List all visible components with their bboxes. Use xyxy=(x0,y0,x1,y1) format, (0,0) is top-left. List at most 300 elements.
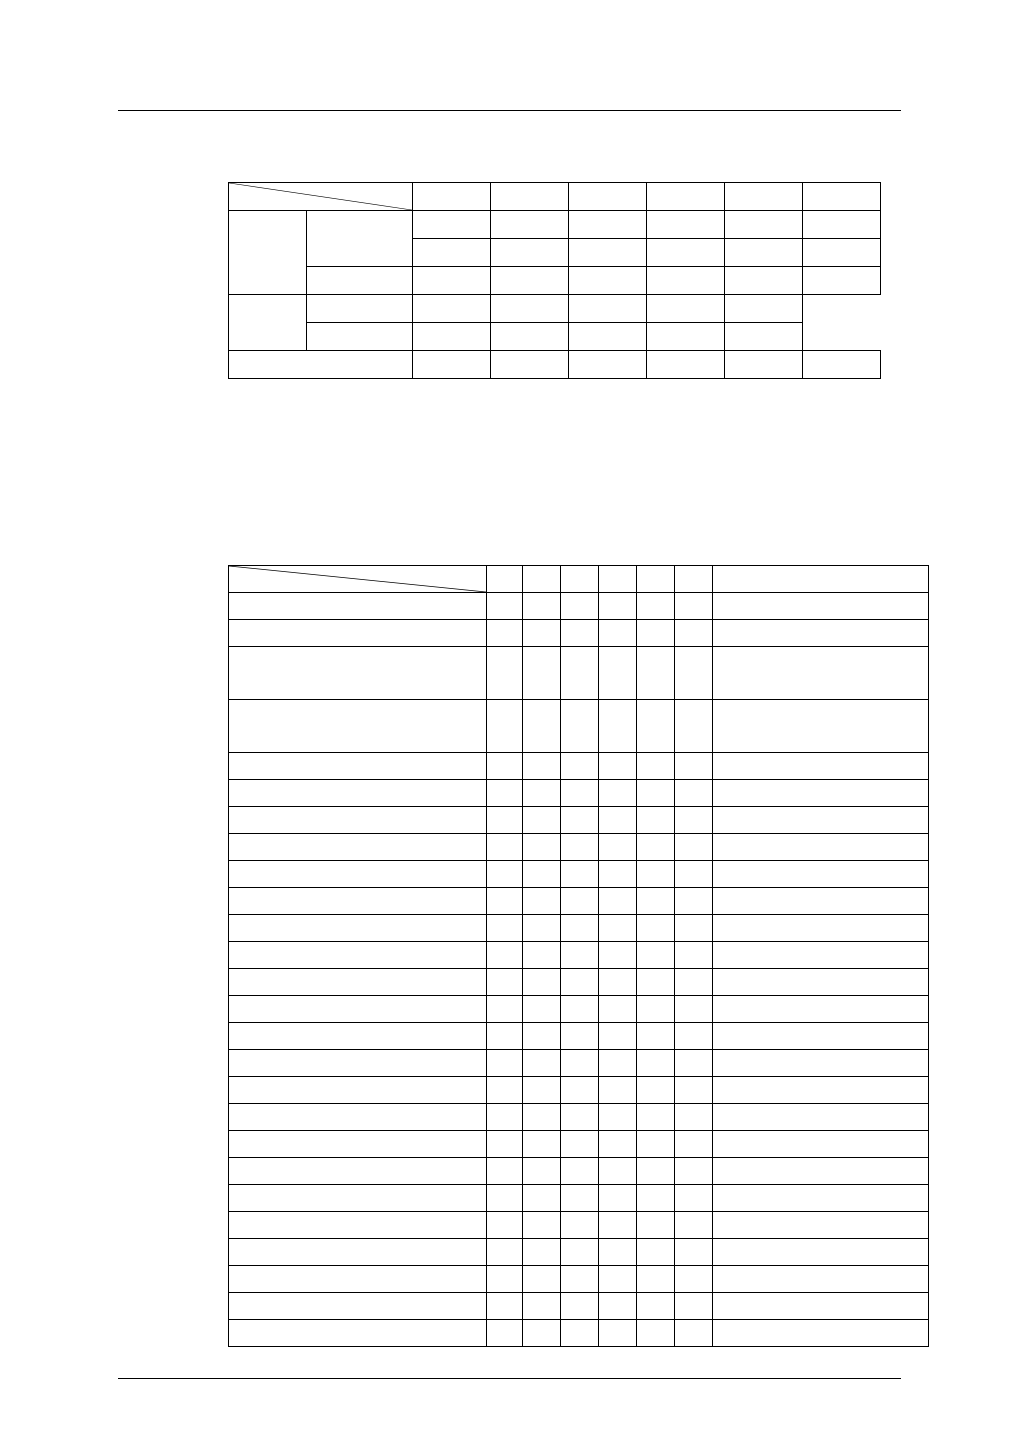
row-note xyxy=(713,1212,929,1239)
table-row xyxy=(229,780,929,807)
table-cell xyxy=(523,1266,561,1293)
table-cell xyxy=(561,1077,599,1104)
row-label xyxy=(229,807,487,834)
row-label xyxy=(229,700,487,753)
table-cell xyxy=(487,780,523,807)
table-cell xyxy=(561,1212,599,1239)
table-cell xyxy=(599,1131,637,1158)
table-row xyxy=(229,1131,929,1158)
header-corner-cell xyxy=(229,566,487,593)
table-row xyxy=(229,566,929,593)
row-label xyxy=(229,942,487,969)
table-row xyxy=(229,834,929,861)
table-cell xyxy=(487,647,523,700)
table-cell xyxy=(637,1239,675,1266)
table-row xyxy=(229,1266,929,1293)
table-cell xyxy=(523,969,561,996)
table-row xyxy=(229,807,929,834)
table-cell xyxy=(675,1320,713,1347)
table-row xyxy=(229,1320,929,1347)
table-cell xyxy=(637,888,675,915)
table-cell xyxy=(487,1077,523,1104)
row-note xyxy=(713,888,929,915)
table-row xyxy=(229,267,881,295)
table-cell xyxy=(561,700,599,753)
table-cell xyxy=(675,593,713,620)
table-cell xyxy=(599,996,637,1023)
table-cell xyxy=(637,1293,675,1320)
header-corner-cell xyxy=(229,183,413,211)
table-cell xyxy=(413,239,491,267)
table-cell xyxy=(561,753,599,780)
table-cell xyxy=(647,295,725,323)
table-cell xyxy=(569,323,647,351)
table-cell xyxy=(491,183,569,211)
table-cell xyxy=(599,566,637,593)
table-cell xyxy=(637,1050,675,1077)
table-cell xyxy=(487,1104,523,1131)
row-label xyxy=(229,1185,487,1212)
table-cell xyxy=(803,351,881,379)
row-group-label xyxy=(229,295,307,351)
table-cell xyxy=(637,700,675,753)
table-cell xyxy=(523,807,561,834)
table-cell xyxy=(523,1239,561,1266)
table-cell xyxy=(647,239,725,267)
table-cell xyxy=(637,593,675,620)
row-label xyxy=(229,834,487,861)
table-cell xyxy=(561,1131,599,1158)
row-label xyxy=(229,1293,487,1320)
table-cell xyxy=(675,834,713,861)
footer-rule xyxy=(118,1378,901,1379)
table-cell xyxy=(561,1293,599,1320)
table-cell xyxy=(599,620,637,647)
row-label xyxy=(229,915,487,942)
table-cell xyxy=(413,183,491,211)
table-cell xyxy=(725,267,803,295)
table-cell xyxy=(675,1023,713,1050)
table-row xyxy=(229,942,929,969)
row-note xyxy=(713,1104,929,1131)
table-cell xyxy=(561,620,599,647)
table-cell xyxy=(487,1050,523,1077)
table-cell xyxy=(487,915,523,942)
table-cell xyxy=(413,267,491,295)
table-row xyxy=(229,323,881,351)
table-cell xyxy=(599,1104,637,1131)
table-row xyxy=(229,753,929,780)
table-cell xyxy=(561,1023,599,1050)
table-cell xyxy=(487,1131,523,1158)
table-cell xyxy=(491,351,569,379)
table-cell xyxy=(561,915,599,942)
table-cell xyxy=(523,861,561,888)
table-cell xyxy=(523,996,561,1023)
table-cell xyxy=(523,942,561,969)
table-row xyxy=(229,861,929,888)
table-row xyxy=(229,1104,929,1131)
table-cell xyxy=(599,647,637,700)
table-cell xyxy=(487,942,523,969)
table-cell xyxy=(487,566,523,593)
table-row xyxy=(229,1212,929,1239)
row-label xyxy=(229,969,487,996)
table-row xyxy=(229,647,929,700)
table-cell xyxy=(675,861,713,888)
table-cell xyxy=(599,969,637,996)
table-cell xyxy=(569,239,647,267)
table-cell xyxy=(599,1185,637,1212)
table-cell xyxy=(569,183,647,211)
table-cell xyxy=(675,1104,713,1131)
table-cell xyxy=(675,969,713,996)
table-cell xyxy=(599,807,637,834)
table-cell xyxy=(561,1266,599,1293)
table-cell xyxy=(675,888,713,915)
table-row xyxy=(229,183,881,211)
table-cell xyxy=(523,834,561,861)
table-cell xyxy=(599,593,637,620)
table-cell xyxy=(523,1320,561,1347)
table-cell xyxy=(675,996,713,1023)
table-cell xyxy=(637,1185,675,1212)
table-row xyxy=(229,888,929,915)
table-row xyxy=(229,700,929,753)
row-note xyxy=(713,647,929,700)
table-cell xyxy=(523,566,561,593)
table-cell xyxy=(599,753,637,780)
lower-specification-table xyxy=(228,565,929,1347)
table-cell xyxy=(487,807,523,834)
table-cell xyxy=(523,753,561,780)
row-note xyxy=(713,1131,929,1158)
table-cell xyxy=(487,1239,523,1266)
row-note xyxy=(713,1266,929,1293)
table-cell xyxy=(675,620,713,647)
table-cell xyxy=(413,351,491,379)
table-row xyxy=(229,1185,929,1212)
row-note xyxy=(713,700,929,753)
row-label xyxy=(229,593,487,620)
table-cell xyxy=(561,780,599,807)
table-cell xyxy=(675,700,713,753)
table-cell xyxy=(637,1320,675,1347)
table-cell xyxy=(637,647,675,700)
table-cell xyxy=(675,647,713,700)
table-cell xyxy=(599,915,637,942)
row-note xyxy=(713,861,929,888)
row-note xyxy=(713,834,929,861)
table-cell xyxy=(637,566,675,593)
table-row xyxy=(229,351,881,379)
table-row xyxy=(229,1077,929,1104)
table-cell xyxy=(725,183,803,211)
table-row xyxy=(229,593,929,620)
table-cell xyxy=(803,211,881,239)
row-sub-label xyxy=(307,211,413,267)
table-cell xyxy=(599,780,637,807)
table-cell xyxy=(713,566,929,593)
table-cell xyxy=(637,620,675,647)
table-cell xyxy=(561,647,599,700)
table-cell xyxy=(675,807,713,834)
table-cell xyxy=(637,915,675,942)
table-cell xyxy=(599,1266,637,1293)
row-sub-label xyxy=(307,323,413,351)
row-label xyxy=(229,647,487,700)
table-cell xyxy=(599,861,637,888)
row-label xyxy=(229,1212,487,1239)
table-cell xyxy=(637,996,675,1023)
table-cell xyxy=(561,834,599,861)
row-note xyxy=(713,1293,929,1320)
table-cell xyxy=(675,1050,713,1077)
table-cell xyxy=(647,323,725,351)
table-cell xyxy=(487,834,523,861)
row-label xyxy=(229,996,487,1023)
upper-specification-table xyxy=(228,182,881,379)
table-cell xyxy=(413,211,491,239)
table-cell xyxy=(725,239,803,267)
table-cell xyxy=(487,620,523,647)
table-cell xyxy=(599,1050,637,1077)
table-cell xyxy=(637,1158,675,1185)
table-cell xyxy=(637,780,675,807)
table-cell xyxy=(803,239,881,267)
row-note xyxy=(713,915,929,942)
table-cell xyxy=(413,295,491,323)
table-cell xyxy=(599,888,637,915)
table-cell xyxy=(491,239,569,267)
table-row xyxy=(229,915,929,942)
table-cell xyxy=(561,1239,599,1266)
row-note xyxy=(713,1185,929,1212)
table-cell xyxy=(637,942,675,969)
table-row xyxy=(229,620,929,647)
table-cell xyxy=(675,753,713,780)
table-cell xyxy=(487,1266,523,1293)
table-cell xyxy=(675,1158,713,1185)
table-cell xyxy=(487,700,523,753)
table-cell xyxy=(675,1293,713,1320)
table-cell xyxy=(487,753,523,780)
table-cell xyxy=(675,566,713,593)
row-note xyxy=(713,1158,929,1185)
table-cell xyxy=(637,807,675,834)
table-cell xyxy=(637,834,675,861)
table-cell xyxy=(599,1239,637,1266)
table-cell xyxy=(561,861,599,888)
row-label xyxy=(229,620,487,647)
table-cell xyxy=(637,1266,675,1293)
table-cell xyxy=(675,1239,713,1266)
table-cell xyxy=(523,1185,561,1212)
diagonal-divider-icon xyxy=(229,183,412,210)
table-cell xyxy=(637,969,675,996)
table-cell xyxy=(523,1212,561,1239)
table-row xyxy=(229,211,881,239)
row-group-label xyxy=(229,351,413,379)
table-cell xyxy=(725,211,803,239)
row-label xyxy=(229,753,487,780)
row-label xyxy=(229,1104,487,1131)
table-cell xyxy=(523,620,561,647)
row-label xyxy=(229,888,487,915)
table-cell xyxy=(523,647,561,700)
row-label xyxy=(229,1266,487,1293)
table-cell xyxy=(523,700,561,753)
table-cell xyxy=(561,593,599,620)
table-cell xyxy=(675,915,713,942)
table-cell xyxy=(675,1212,713,1239)
header-rule xyxy=(118,110,901,111)
table-cell xyxy=(675,1185,713,1212)
table-cell xyxy=(637,1212,675,1239)
table-cell xyxy=(487,1185,523,1212)
row-label xyxy=(229,1131,487,1158)
table-cell xyxy=(561,888,599,915)
row-sub-label xyxy=(307,295,413,323)
table-cell xyxy=(487,888,523,915)
row-label xyxy=(229,1320,487,1347)
table-cell xyxy=(523,593,561,620)
table-cell xyxy=(523,915,561,942)
table-cell xyxy=(487,1023,523,1050)
table-cell xyxy=(491,295,569,323)
row-note xyxy=(713,1320,929,1347)
table-cell xyxy=(561,996,599,1023)
table-cell xyxy=(487,1158,523,1185)
table-cell xyxy=(599,1023,637,1050)
table-cell xyxy=(637,1023,675,1050)
row-note xyxy=(713,942,929,969)
table-cell xyxy=(561,1185,599,1212)
table-cell xyxy=(413,323,491,351)
table-cell xyxy=(647,183,725,211)
table-cell xyxy=(675,1131,713,1158)
table-cell xyxy=(599,1320,637,1347)
table-row xyxy=(229,996,929,1023)
table-cell xyxy=(647,351,725,379)
row-note xyxy=(713,593,929,620)
table-cell xyxy=(647,211,725,239)
row-sub-label xyxy=(307,267,413,295)
table-cell xyxy=(487,593,523,620)
row-note xyxy=(713,1023,929,1050)
table-cell xyxy=(561,1158,599,1185)
table-cell xyxy=(569,295,647,323)
table-cell xyxy=(523,1104,561,1131)
row-note xyxy=(713,996,929,1023)
table-cell xyxy=(523,1077,561,1104)
row-note xyxy=(713,753,929,780)
table-cell xyxy=(637,1131,675,1158)
row-label xyxy=(229,1239,487,1266)
row-label xyxy=(229,1023,487,1050)
table-row xyxy=(229,969,929,996)
table-cell xyxy=(637,1077,675,1104)
table-row xyxy=(229,1023,929,1050)
table-cell xyxy=(523,1158,561,1185)
row-group-label xyxy=(229,211,307,295)
table-cell xyxy=(487,996,523,1023)
row-label xyxy=(229,1077,487,1104)
table-cell xyxy=(569,267,647,295)
table-cell xyxy=(561,969,599,996)
table-cell xyxy=(569,351,647,379)
table-row xyxy=(229,1050,929,1077)
table-row xyxy=(229,1239,929,1266)
table-cell xyxy=(599,1212,637,1239)
table-cell xyxy=(637,753,675,780)
table-cell xyxy=(599,700,637,753)
row-label xyxy=(229,1158,487,1185)
table-cell xyxy=(675,1077,713,1104)
table-cell xyxy=(491,211,569,239)
table-cell xyxy=(487,861,523,888)
table-cell xyxy=(487,1212,523,1239)
row-note xyxy=(713,780,929,807)
table-cell xyxy=(599,1293,637,1320)
table-cell xyxy=(803,267,881,295)
table-row xyxy=(229,295,881,323)
table-cell xyxy=(523,1293,561,1320)
row-note xyxy=(713,620,929,647)
table-cell xyxy=(647,267,725,295)
diagonal-divider-icon xyxy=(229,566,486,592)
table-cell xyxy=(561,1050,599,1077)
table-cell xyxy=(637,1104,675,1131)
table-cell xyxy=(487,1293,523,1320)
table-cell xyxy=(523,1050,561,1077)
table-cell xyxy=(487,1320,523,1347)
table-cell xyxy=(725,295,803,323)
table-cell xyxy=(523,1131,561,1158)
table-cell xyxy=(725,323,803,351)
table-cell xyxy=(561,807,599,834)
table-cell xyxy=(491,323,569,351)
table-cell xyxy=(561,942,599,969)
table-cell xyxy=(561,566,599,593)
row-note xyxy=(713,807,929,834)
table-cell xyxy=(569,211,647,239)
table-cell xyxy=(637,861,675,888)
table-cell xyxy=(523,1023,561,1050)
table-row xyxy=(229,1158,929,1185)
row-note xyxy=(713,1077,929,1104)
table-cell xyxy=(561,1320,599,1347)
row-note xyxy=(713,1239,929,1266)
table-cell xyxy=(675,1266,713,1293)
row-note xyxy=(713,969,929,996)
table-cell xyxy=(523,888,561,915)
table-cell xyxy=(599,834,637,861)
row-label xyxy=(229,861,487,888)
row-label xyxy=(229,780,487,807)
row-note xyxy=(713,1050,929,1077)
table-cell xyxy=(599,1077,637,1104)
table-cell xyxy=(599,1158,637,1185)
table-row xyxy=(229,1293,929,1320)
table-cell xyxy=(725,351,803,379)
row-label xyxy=(229,1050,487,1077)
table-cell xyxy=(675,780,713,807)
table-cell xyxy=(561,1104,599,1131)
table-cell xyxy=(803,183,881,211)
table-cell xyxy=(491,267,569,295)
table-cell xyxy=(487,969,523,996)
